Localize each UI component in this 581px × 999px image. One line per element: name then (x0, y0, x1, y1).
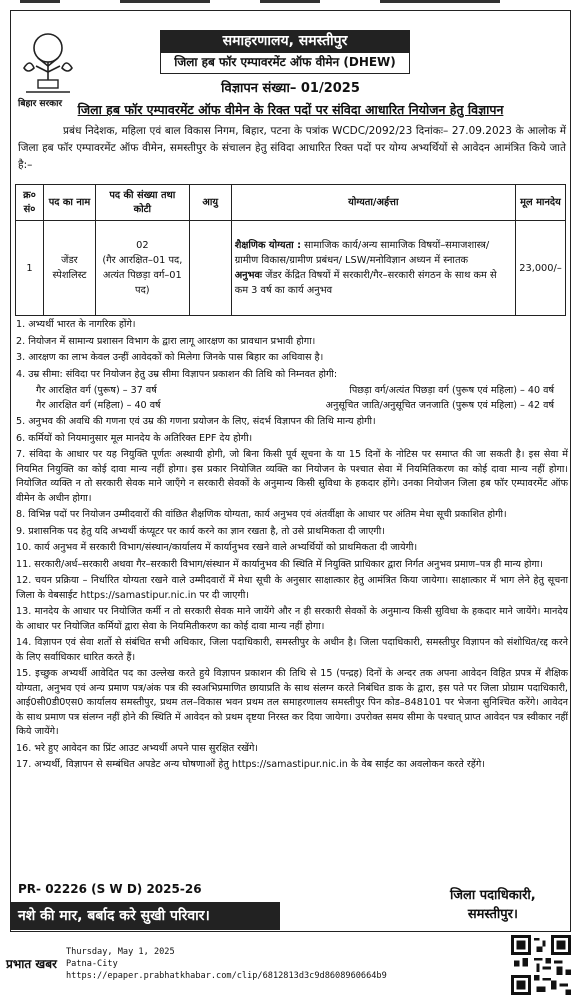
list-item: 6. कर्मियों को नियमानुसार मूल मानदेय के अतिरिक्त EPF देय होगी। (16, 432, 253, 444)
cell-post: जेंडर स्पेशलिस्ट (43, 221, 95, 316)
list-item: 13. मानदेय के आधार पर नियोजित कर्मी न तो सरकारी सेवक माने जायेंगे और न ही सरकारी सेवकों के अनुमान्य किसी सुविधा के हकदार माने जायेंगे। मानदेय के आधार पर नियोजित कर्मियों द्वारा सेवा के नियमितीकरण का कोई दावा मान्य नहीं होगा। (16, 606, 568, 632)
advertisement-title: जिला हब फॉर एम्पावरमेंट ऑफ वीमेन के रिक्त पदों पर संविदा आधारित नियोजन हेतु विज्ञापन (77, 102, 504, 117)
age-limit-row (16, 384, 568, 399)
table-header: आयु (189, 185, 231, 221)
qr-code-icon (511, 935, 571, 995)
list-item: 10. कार्य अनुभव में सरकारी विभाग/संस्थान/कार्यालय में कार्यानुभव रखने वाले अभ्यर्थियों को प्राथमिकता दी जायेगी। (16, 542, 418, 553)
cell-qualification (231, 221, 515, 316)
table-header: योग्यता/अर्हत्ता (231, 185, 515, 221)
clip-meta (66, 946, 387, 982)
list-item: 11. सरकारी/अर्ध–सरकारी अथवा गैर–सरकारी विभाग/संस्थान में कार्यानुभव की स्थिति में नियुक्ति प्राधिकार द्वारा निर्गत अनुभव प्रमाण–पत्र ही मान्य होगा। (16, 558, 544, 570)
newspaper-logo: प्रभात खबर (6, 957, 57, 971)
table-header: पद की संख्या तथा कोटी (95, 185, 189, 221)
education-label: शैक्षणिक योग्यता : (234, 240, 302, 251)
age-limit: पिछड़ा वर्ग/अत्यंत पिछड़ा वर्ग (पुरूष एवं महिला) – 40 वर्ष (349, 385, 554, 396)
terms-list (16, 318, 568, 775)
office-title: समाहरणालय, समस्तीपुर (160, 30, 410, 52)
cell-salary: 23,000/– (515, 221, 565, 316)
clip-url[interactable]: https://epaper.prabhatkhabar.com/clip/6812813d3c9d8608960664b9 (66, 971, 387, 981)
advertisement-number: विज्ञापन संख्या– 01/2025 (221, 81, 360, 96)
list-item: 4. उम्र सीमा: संविदा पर नियोजन हेतु उम्र सीमा विज्ञापन प्रकाशन की तिथि को निम्नवत होगी: (16, 368, 338, 380)
post-count: 02 (136, 240, 149, 251)
experience-text: जेंडर केंद्रित विषयों में सरकारी/गैर–सरकारी संगठन के साथ कम से कम 3 वर्ष का कार्य अनुभव (234, 270, 497, 296)
post-category: (गैर आरक्षित–01 पद, अत्यंत पिछड़ा वर्ग–01 पद) (102, 255, 183, 296)
signatory-title: जिला पदाधिकारी, (450, 888, 536, 903)
list-item: 2. नियोजन में सामान्य प्रशासन विभाग के द्वारा लागू आरक्षण का प्रावधान प्रभावी होगा। (16, 335, 316, 347)
cell-age (189, 221, 231, 316)
intro-paragraph: प्रबंध निदेशक, महिला एवं बाल विकास निगम, बिहार, पटना के पत्रांक WCDC/2092/23 दिनांकः– 27.09.2023 के आलोक में जिला हब फॉर एम्पावरमेंट ऑफ वीमेन, समस्तीपुर के संचालन हेतु संविदा आधारित रिक्त पदों पर योग्य अभ्यर्थियों से आवेदन आमंत्रित किये जाते है:– (18, 125, 566, 171)
list-item: 1. अभ्यर्थी भारत के नागरिक होंगे। (16, 319, 136, 330)
list-item: 3. आरक्षण का लाभ केवल उन्हीं आवेदकों को मिलेगा जिनके पास बिहार का अधिवास है। (16, 352, 324, 363)
cell-count (95, 221, 189, 316)
emblem-caption: बिहार सरकार (18, 99, 63, 109)
clip-edition: Patna-City (66, 959, 118, 969)
list-item: 7. संविदा के आधार पर यह नियुक्ति पूर्णतः अस्थायी होगी, जो बिना किसी पूर्व सूचना के या 15 दिनों के नोटिस पर समाप्त की जा सकती है। इस सेवा में नियमित नियुक्ति का कोई दावा मान्य नहीं होगा। इस प्रकार नियोजित व्यक्ति का नियोजन के पश्चात सेवा में नियमितिकरण का कोई दावा मान्य नहीं होगा। नियोजित व्यक्ति न तो सरकारी सेवक माने जाएँगे न सरकारी सेवकों के अनुमान्य किसी सुविधा के हकदार होंगे। उनका नियोजन जिला हब फॉर एम्पावरमेंट ऑफ वीमेन के अधीन होगा। (16, 449, 568, 504)
age-limit-row (16, 399, 568, 414)
list-item: 16. भरे हुए आवेदन का प्रिंट आउट अभ्यर्थी अपने पास सुरक्षित रखेंगे। (16, 742, 259, 754)
pr-number: PR- 02226 (S W D) 2025-26 (18, 882, 202, 896)
list-item: 14. विज्ञापन एवं सेवा शर्तो से संबंधित सभी अधिकार, जिला पदाधिकारी, समस्तीपुर के अधीन है। जिला पदाधिकारी, समस्तीपुर विज्ञापन को संशोधित/रद्द करने के लिए सर्वाधिकार धारित करते हैं। (16, 637, 568, 663)
slogan-banner: नशे की मार, बर्बाद करे सुखी परिवार। (10, 902, 280, 930)
age-limit: अनुसूचित जाति/अनुसूचित जनजाति (पुरूष एवं महिला) – 42 वर्ष (325, 399, 554, 411)
clip-date: Thursday, May 1, 2025 (66, 947, 175, 957)
list-item: 15. इच्छुक अभ्यर्थी आवेदित पद का उल्लेख करते हुये विज्ञापन प्रकाशन की तिथि से 15 (पन्द्रह) दिनों के अन्दर तक अपना आवेदन विहित प्रपत्र में शैक्षिक योग्यता, अनुभव एवं अन्य प्रमाण पत्र/अंक पत्र की स्वअभिप्रमाणित छायाप्रति के साथ संलग्न करते निबंधित डाक के द्वारा, इस पते पर जिला प्रोग्राम पदाधिकारी, आई0सी0डी0एस0 कार्यालय समस्तीपुर, प्रथम तल–विकास भवन प्रथम तल समाहरणालय समस्तीपुर पिन कोड–848101 पर भेजना सुनिश्चित करेंगे। आवेदन के साथ प्रमाण पत्र संलग्न नहीं होने की स्थिति में आवेदन को प्रथम दृष्टया निरस्त कर दिया जायेगा। उपरोक्त समय सीमा के पश्चात् प्राप्त आवेदन पत्र स्वीकार नहीं किये जायेंगे। (16, 668, 568, 737)
table-header: क्र० सं० (16, 185, 44, 221)
table-header: पद का नाम (43, 185, 95, 221)
age-limit: गैर आरक्षित वर्ग (पुरूष) – 37 वर्ष (36, 385, 157, 396)
list-item: 17. अभ्यर्थी, विज्ञापन से सम्बंधित अपडेट अन्य घोषणाओं हेतु https://samastipur.nic.in के वेब साईट का अवलोकन करते रहेंगे। (16, 759, 485, 770)
vacancy-table (15, 184, 566, 316)
education-text: सामाजिक कार्य/अन्य सामाजिक विषयों–समाजशास्त्र/ग्रामीण विकास/ग्रामीण प्रबंधन/ LSW/मनोविज्ञान अध्यन में स्नातक (234, 240, 490, 266)
list-item: 12. चयन प्रक्रिया – निर्धारित योग्यता रखने वाले उम्मीदवारों में मेधा सूची के अनुसार साक्षात्कार हेतु आमंत्रित किया जायेगा। साक्षात्कार में भाग लेने हेतु सूचना जिला के वेबसाईट https://samastipur.nic.in पर दी जाएगी। (16, 575, 568, 601)
signatory-place: समस्तीपुर। (467, 907, 518, 922)
table-row (16, 221, 566, 316)
table-header-row (16, 185, 566, 221)
list-item: 9. प्रशासनिक पद हेतु यदि अभ्यर्थी कंप्यूटर पर कार्य करने का ज्ञान रखता है, तो उसे प्राथमिकता दी जाएगी। (16, 525, 385, 537)
signatory (450, 886, 536, 924)
hub-title: जिला हब फॉर एम्पावरमेंट ऑफ वीमेन (DHEW) (160, 52, 410, 74)
cell-serial: 1 (16, 221, 44, 316)
top-clipped-strip (0, 0, 581, 8)
experience-label: अनुभवः (234, 270, 262, 281)
list-item: 8. विभिन्न पदों पर नियोजन उम्मीदवारों की वांछित शैक्षणिक योग्यता, कार्य अनुभव एवं अंतर्वीक्षा के आधार पर अंतिम मेधा सूची प्रकाशित होगी। (16, 509, 507, 520)
table-header: मूल मानदेय (515, 185, 565, 221)
age-limit: गैर आरक्षित वर्ग (महिला) – 40 वर्ष (36, 399, 161, 411)
list-item: 5. अनुभव की अवधि की गणना एवं उम्र की गणना प्रयोजन के लिए, संदर्भ विज्ञापन की तिथि मान्य होगी। (16, 416, 376, 427)
